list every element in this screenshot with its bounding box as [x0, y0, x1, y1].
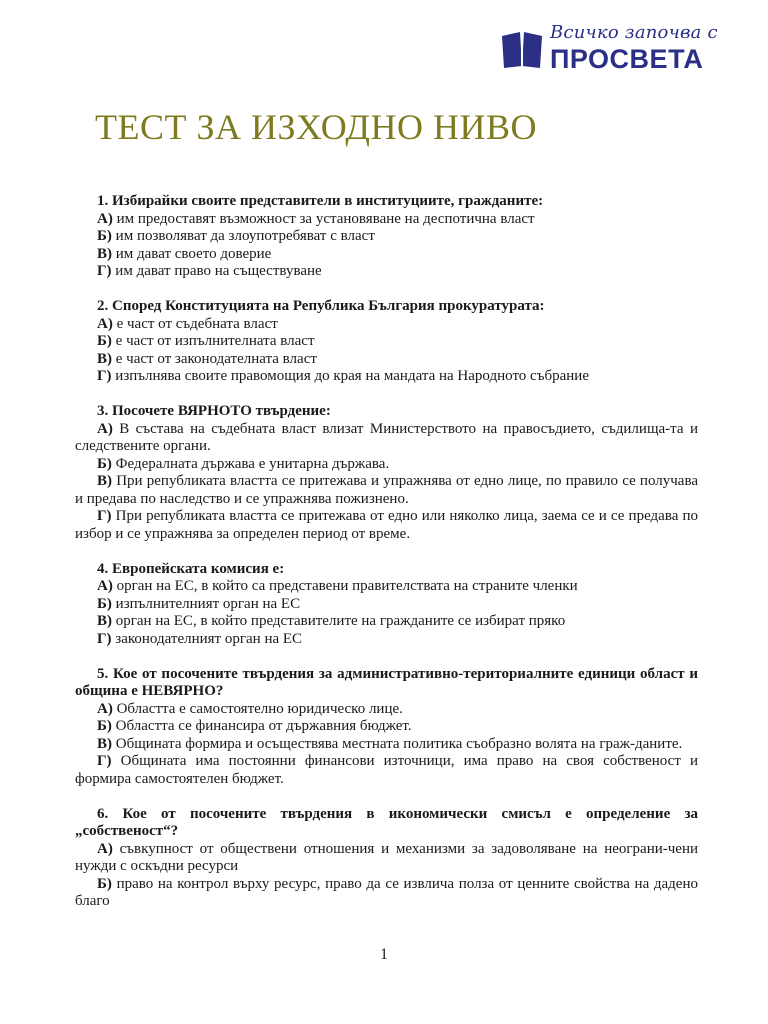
- option-letter: А): [97, 840, 113, 857]
- question-title: 2. Според Конституцията на Република България прокуратурата:: [97, 298, 545, 314]
- question-6: [75, 806, 698, 911]
- option-letter: Б): [97, 455, 112, 472]
- book-icon: [500, 26, 544, 70]
- answer-option: [75, 613, 698, 631]
- option-letter: Б): [97, 875, 112, 892]
- answer-option: [75, 246, 698, 264]
- option-text: Областта е самостоятелно юридическо лице.: [112, 700, 403, 717]
- question-title: 5. Кое от посочените твърдения за административно-териториалните единици област и община е НЕВЯРНО?: [75, 665, 698, 699]
- question-title: 6. Кое от посочените твърдения в икономически смисъл е определение за „собственост“?: [75, 805, 698, 839]
- answer-option: [75, 876, 698, 911]
- option-letter: Б): [97, 718, 112, 734]
- question-5: [75, 666, 698, 789]
- option-letter: Г): [97, 263, 112, 279]
- answer-option: [75, 211, 698, 229]
- option-letter: В): [97, 350, 112, 367]
- option-text: Общината има постоянни финансови източници, има право на своя собственост и формира самостоятелен бюджет.: [75, 753, 698, 787]
- option-text: право на контрол върху ресурс, право да се извлича полза от ценните свойства на дадено благо: [75, 875, 698, 909]
- answer-option: [75, 456, 698, 474]
- option-text: Областта се финансира от държавния бюджет.: [111, 718, 412, 734]
- option-letter: А): [97, 315, 113, 332]
- option-text: им позволяват да злоупотребяват с власт: [111, 228, 375, 244]
- question-title: 4. Европейската комисия е:: [97, 560, 285, 577]
- option-letter: Г): [97, 508, 112, 524]
- option-text: При републиката властта се притежава и упражнява от едно лице, по правило се получава и предава по наследство и се упражнява пожизнено.: [75, 473, 698, 507]
- answer-option: [75, 473, 698, 508]
- logo-tagline: Всичко започва с: [550, 22, 718, 43]
- option-letter: В): [97, 735, 112, 752]
- option-text: им дават право на съществуване: [111, 263, 322, 279]
- answer-option: [75, 316, 698, 334]
- publisher-logo: [500, 24, 730, 74]
- question-2: [75, 298, 698, 386]
- logo-brand: ПРОСВЕТА: [550, 44, 704, 74]
- answer-option: [75, 228, 698, 246]
- answer-option: [75, 421, 698, 456]
- question-4: [75, 561, 698, 649]
- option-text: орган на ЕС, в който са представени правителствата на страните членки: [112, 578, 578, 594]
- answer-option: [75, 736, 698, 754]
- answer-option: [75, 631, 698, 649]
- option-text: изпълнителният орган на ЕС: [111, 595, 301, 612]
- option-text: е част от изпълнителната власт: [111, 333, 315, 349]
- answer-option: [75, 263, 698, 281]
- answer-option: [75, 351, 698, 369]
- option-text: им дават своето доверие: [112, 245, 272, 262]
- question-3: [75, 403, 698, 543]
- answer-option: [75, 508, 698, 543]
- option-text: законодателният орган на ЕС: [111, 630, 303, 647]
- question-1: [75, 193, 698, 281]
- option-letter: Г): [97, 368, 112, 384]
- answer-option: [75, 333, 698, 351]
- question-title: 1. Избирайки своите представители в институциите, гражданите:: [97, 193, 544, 209]
- option-text: изпълнява своите правомощия до края на мандата на Народното събрание: [111, 368, 589, 384]
- option-text: орган на ЕС, в който представителите на гражданите се избират пряко: [112, 613, 566, 629]
- page-title: ТЕСТ ЗА ИЗХОДНО НИВО: [95, 107, 537, 147]
- answer-option: [75, 596, 698, 614]
- answer-option: [75, 753, 698, 788]
- option-letter: А): [97, 700, 113, 717]
- answer-option: [75, 841, 698, 876]
- option-text: Федералната държава е унитарна държава.: [111, 455, 390, 472]
- option-letter: А): [97, 578, 113, 594]
- answer-option: [75, 578, 698, 596]
- option-text: В състава на съдебната власт влизат Министерството на правосъдието, съдилища-та и следствените органи.: [75, 420, 698, 454]
- option-letter: В): [97, 613, 112, 629]
- option-text: При републиката властта се притежава от едно или няколко лица, заема се и се предава по избор и се упражнява за определен период от време.: [75, 508, 698, 542]
- answer-option: [75, 718, 698, 736]
- option-letter: Б): [97, 595, 112, 612]
- answer-option: [75, 701, 698, 719]
- option-letter: Б): [97, 228, 112, 244]
- option-text: е част от законодателната власт: [112, 350, 317, 367]
- option-letter: А): [97, 420, 113, 437]
- option-text: им предоставят възможност за установяване на деспотична власт: [112, 210, 535, 227]
- option-letter: Г): [97, 630, 112, 647]
- option-letter: А): [97, 210, 113, 227]
- option-letter: В): [97, 473, 112, 489]
- option-letter: Г): [97, 753, 112, 769]
- option-text: Общината формира и осъществява местната политика съобразно волята на граж-даните.: [112, 735, 683, 752]
- question-title: 3. Посочете ВЯРНОТО твърдение:: [97, 403, 331, 419]
- answer-option: [75, 368, 698, 386]
- option-letter: В): [97, 245, 112, 262]
- option-text: съвкупност от обществени отношения и механизми за задоволяване на неограни-чени нужди с оскъдни ресурси: [75, 840, 698, 874]
- questions-list: [75, 193, 698, 928]
- option-text: е част от съдебната власт: [112, 315, 278, 332]
- option-letter: Б): [97, 333, 112, 349]
- page-number: 1: [380, 946, 388, 963]
